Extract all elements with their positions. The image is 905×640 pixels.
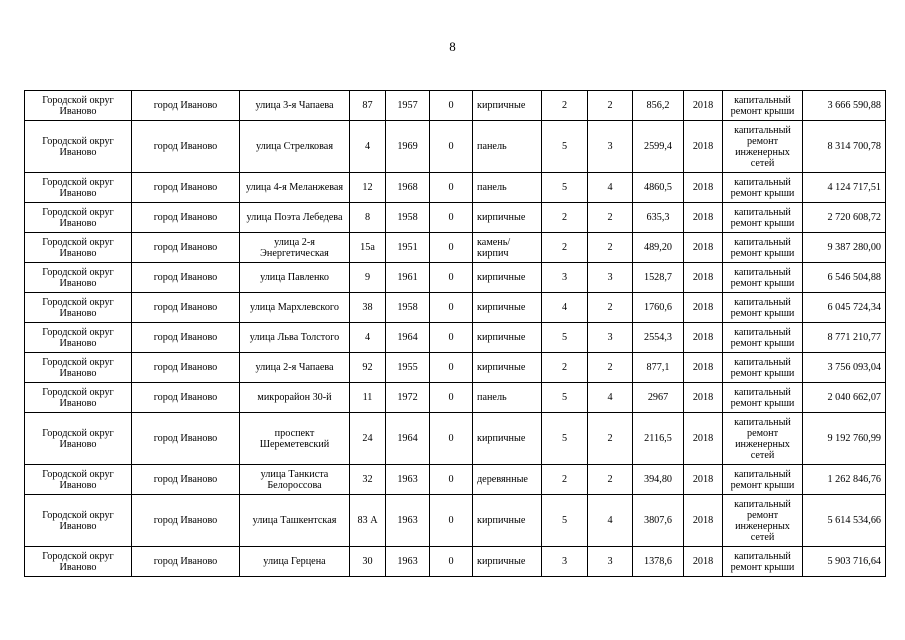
floors-cell: 5: [542, 173, 588, 203]
work-type-cell: капитальный ремонт крыши: [723, 383, 803, 413]
entrances-cell: 2: [588, 293, 633, 323]
municipality-cell: Городской округ Иваново: [25, 203, 132, 233]
work-type-cell: капитальный ремонт инженерных сетей: [723, 413, 803, 465]
city-cell: город Иваново: [132, 91, 240, 121]
area-cell: 4860,5: [633, 173, 684, 203]
floors-cell: 2: [542, 465, 588, 495]
build-year-cell: 1968: [386, 173, 430, 203]
area-cell: 489,20: [633, 233, 684, 263]
area-cell: 856,2: [633, 91, 684, 121]
street-cell: улица Герцена: [240, 547, 350, 577]
build-year-cell: 1972: [386, 383, 430, 413]
street-cell: улица Танкиста Белороссова: [240, 465, 350, 495]
house-number-cell: 12: [350, 173, 386, 203]
cost-cell: 8 771 210,77: [803, 323, 886, 353]
floors-cell: 5: [542, 495, 588, 547]
cost-cell: 3 666 590,88: [803, 91, 886, 121]
entrances-cell: 2: [588, 233, 633, 263]
area-cell: 2554,3: [633, 323, 684, 353]
wall-material-cell: кирпичные: [473, 203, 542, 233]
zero-value-cell: 0: [430, 91, 473, 121]
cost-cell: 9 192 760,99: [803, 413, 886, 465]
build-year-cell: 1963: [386, 495, 430, 547]
municipality-cell: Городской округ Иваново: [25, 465, 132, 495]
street-cell: улица 3-я Чапаева: [240, 91, 350, 121]
street-cell: проспект Шереметевский: [240, 413, 350, 465]
entrances-cell: 2: [588, 91, 633, 121]
floors-cell: 5: [542, 121, 588, 173]
plan-year-cell: 2018: [684, 547, 723, 577]
street-cell: улица 4-я Меланжевая: [240, 173, 350, 203]
entrances-cell: 4: [588, 383, 633, 413]
floors-cell: 3: [542, 547, 588, 577]
plan-year-cell: 2018: [684, 413, 723, 465]
area-cell: 1760,6: [633, 293, 684, 323]
build-year-cell: 1963: [386, 465, 430, 495]
wall-material-cell: камень/кирпич: [473, 233, 542, 263]
municipality-cell: Городской округ Иваново: [25, 413, 132, 465]
area-cell: 1528,7: [633, 263, 684, 293]
zero-value-cell: 0: [430, 495, 473, 547]
wall-material-cell: панель: [473, 383, 542, 413]
plan-year-cell: 2018: [684, 121, 723, 173]
city-cell: город Иваново: [132, 495, 240, 547]
build-year-cell: 1969: [386, 121, 430, 173]
build-year-cell: 1957: [386, 91, 430, 121]
entrances-cell: 3: [588, 121, 633, 173]
city-cell: город Иваново: [132, 233, 240, 263]
city-cell: город Иваново: [132, 203, 240, 233]
table-row: [25, 465, 886, 495]
street-cell: улица Мархлевского: [240, 293, 350, 323]
work-type-cell: капитальный ремонт крыши: [723, 233, 803, 263]
street-cell: микрорайон 30-й: [240, 383, 350, 413]
cost-cell: 2 040 662,07: [803, 383, 886, 413]
municipality-cell: Городской округ Иваново: [25, 173, 132, 203]
wall-material-cell: кирпичные: [473, 413, 542, 465]
entrances-cell: 2: [588, 413, 633, 465]
street-cell: улица Поэта Лебедева: [240, 203, 350, 233]
municipality-cell: Городской округ Иваново: [25, 233, 132, 263]
cost-cell: 4 124 717,51: [803, 173, 886, 203]
wall-material-cell: кирпичные: [473, 293, 542, 323]
table-row: [25, 121, 886, 173]
house-number-cell: 38: [350, 293, 386, 323]
area-cell: 2116,5: [633, 413, 684, 465]
municipality-cell: Городской округ Иваново: [25, 293, 132, 323]
city-cell: город Иваново: [132, 173, 240, 203]
city-cell: город Иваново: [132, 383, 240, 413]
plan-year-cell: 2018: [684, 91, 723, 121]
build-year-cell: 1964: [386, 323, 430, 353]
build-year-cell: 1955: [386, 353, 430, 383]
zero-value-cell: 0: [430, 383, 473, 413]
house-number-cell: 30: [350, 547, 386, 577]
entrances-cell: 2: [588, 353, 633, 383]
zero-value-cell: 0: [430, 323, 473, 353]
plan-year-cell: 2018: [684, 233, 723, 263]
cost-cell: 5 903 716,64: [803, 547, 886, 577]
city-cell: город Иваново: [132, 353, 240, 383]
city-cell: город Иваново: [132, 121, 240, 173]
plan-year-cell: 2018: [684, 323, 723, 353]
municipality-cell: Городской округ Иваново: [25, 495, 132, 547]
zero-value-cell: 0: [430, 413, 473, 465]
work-type-cell: капитальный ремонт крыши: [723, 203, 803, 233]
municipality-cell: Городской округ Иваново: [25, 353, 132, 383]
work-type-cell: капитальный ремонт крыши: [723, 323, 803, 353]
build-year-cell: 1951: [386, 233, 430, 263]
zero-value-cell: 0: [430, 547, 473, 577]
city-cell: город Иваново: [132, 465, 240, 495]
build-year-cell: 1961: [386, 263, 430, 293]
city-cell: город Иваново: [132, 293, 240, 323]
table-row: [25, 323, 886, 353]
area-cell: 1378,6: [633, 547, 684, 577]
zero-value-cell: 0: [430, 173, 473, 203]
zero-value-cell: 0: [430, 263, 473, 293]
cost-cell: 9 387 280,00: [803, 233, 886, 263]
entrances-cell: 3: [588, 263, 633, 293]
work-type-cell: капитальный ремонт инженерных сетей: [723, 121, 803, 173]
entrances-cell: 3: [588, 547, 633, 577]
cost-cell: 6 546 504,88: [803, 263, 886, 293]
table-row: [25, 293, 886, 323]
plan-year-cell: 2018: [684, 293, 723, 323]
city-cell: город Иваново: [132, 547, 240, 577]
work-type-cell: капитальный ремонт крыши: [723, 91, 803, 121]
wall-material-cell: кирпичные: [473, 263, 542, 293]
city-cell: город Иваново: [132, 413, 240, 465]
floors-cell: 3: [542, 263, 588, 293]
zero-value-cell: 0: [430, 121, 473, 173]
housing-registry-table: [24, 90, 886, 577]
house-number-cell: 9: [350, 263, 386, 293]
wall-material-cell: деревянные: [473, 465, 542, 495]
street-cell: улица 2-я Чапаева: [240, 353, 350, 383]
floors-cell: 5: [542, 323, 588, 353]
zero-value-cell: 0: [430, 203, 473, 233]
cost-cell: 3 756 093,04: [803, 353, 886, 383]
zero-value-cell: 0: [430, 293, 473, 323]
street-cell: улица Льва Толстого: [240, 323, 350, 353]
page-number: 8: [449, 39, 456, 54]
zero-value-cell: 0: [430, 353, 473, 383]
table-row: [25, 263, 886, 293]
house-number-cell: 87: [350, 91, 386, 121]
house-number-cell: 15а: [350, 233, 386, 263]
plan-year-cell: 2018: [684, 203, 723, 233]
house-number-cell: 24: [350, 413, 386, 465]
municipality-cell: Городской округ Иваново: [25, 547, 132, 577]
wall-material-cell: панель: [473, 173, 542, 203]
area-cell: 3807,6: [633, 495, 684, 547]
floors-cell: 2: [542, 203, 588, 233]
municipality-cell: Городской округ Иваново: [25, 91, 132, 121]
zero-value-cell: 0: [430, 465, 473, 495]
municipality-cell: Городской округ Иваново: [25, 323, 132, 353]
table-row: [25, 547, 886, 577]
entrances-cell: 4: [588, 173, 633, 203]
wall-material-cell: кирпичные: [473, 353, 542, 383]
house-number-cell: 4: [350, 121, 386, 173]
entrances-cell: 2: [588, 465, 633, 495]
table-row: [25, 383, 886, 413]
floors-cell: 5: [542, 413, 588, 465]
house-number-cell: 83 А: [350, 495, 386, 547]
house-number-cell: 32: [350, 465, 386, 495]
work-type-cell: капитальный ремонт инженерных сетей: [723, 495, 803, 547]
street-cell: улица Ташкентская: [240, 495, 350, 547]
floors-cell: 4: [542, 293, 588, 323]
table-row: [25, 173, 886, 203]
area-cell: 2967: [633, 383, 684, 413]
work-type-cell: капитальный ремонт крыши: [723, 465, 803, 495]
area-cell: 2599,4: [633, 121, 684, 173]
area-cell: 877,1: [633, 353, 684, 383]
plan-year-cell: 2018: [684, 465, 723, 495]
street-cell: улица Павленко: [240, 263, 350, 293]
plan-year-cell: 2018: [684, 173, 723, 203]
table-row: [25, 91, 886, 121]
floors-cell: 2: [542, 91, 588, 121]
floors-cell: 2: [542, 233, 588, 263]
house-number-cell: 11: [350, 383, 386, 413]
table-row: [25, 203, 886, 233]
municipality-cell: Городской округ Иваново: [25, 263, 132, 293]
work-type-cell: капитальный ремонт крыши: [723, 173, 803, 203]
wall-material-cell: кирпичные: [473, 495, 542, 547]
wall-material-cell: кирпичные: [473, 547, 542, 577]
area-cell: 394,80: [633, 465, 684, 495]
plan-year-cell: 2018: [684, 495, 723, 547]
plan-year-cell: 2018: [684, 383, 723, 413]
build-year-cell: 1964: [386, 413, 430, 465]
cost-cell: 2 720 608,72: [803, 203, 886, 233]
build-year-cell: 1958: [386, 293, 430, 323]
table-row: [25, 413, 886, 465]
wall-material-cell: панель: [473, 121, 542, 173]
cost-cell: 5 614 534,66: [803, 495, 886, 547]
cost-cell: 1 262 846,76: [803, 465, 886, 495]
work-type-cell: капитальный ремонт крыши: [723, 293, 803, 323]
plan-year-cell: 2018: [684, 353, 723, 383]
cost-cell: 8 314 700,78: [803, 121, 886, 173]
entrances-cell: 3: [588, 323, 633, 353]
floors-cell: 2: [542, 353, 588, 383]
table-row: [25, 353, 886, 383]
municipality-cell: Городской округ Иваново: [25, 383, 132, 413]
table-row: [25, 495, 886, 547]
work-type-cell: капитальный ремонт крыши: [723, 263, 803, 293]
house-number-cell: 92: [350, 353, 386, 383]
house-number-cell: 4: [350, 323, 386, 353]
entrances-cell: 2: [588, 203, 633, 233]
street-cell: улица Стрелковая: [240, 121, 350, 173]
wall-material-cell: кирпичные: [473, 91, 542, 121]
build-year-cell: 1958: [386, 203, 430, 233]
floors-cell: 5: [542, 383, 588, 413]
street-cell: улица 2-я Энергетическая: [240, 233, 350, 263]
work-type-cell: капитальный ремонт крыши: [723, 353, 803, 383]
wall-material-cell: кирпичные: [473, 323, 542, 353]
work-type-cell: капитальный ремонт крыши: [723, 547, 803, 577]
house-number-cell: 8: [350, 203, 386, 233]
build-year-cell: 1963: [386, 547, 430, 577]
area-cell: 635,3: [633, 203, 684, 233]
table-row: [25, 233, 886, 263]
entrances-cell: 4: [588, 495, 633, 547]
city-cell: город Иваново: [132, 323, 240, 353]
plan-year-cell: 2018: [684, 263, 723, 293]
cost-cell: 6 045 724,34: [803, 293, 886, 323]
zero-value-cell: 0: [430, 233, 473, 263]
city-cell: город Иваново: [132, 263, 240, 293]
municipality-cell: Городской округ Иваново: [25, 121, 132, 173]
